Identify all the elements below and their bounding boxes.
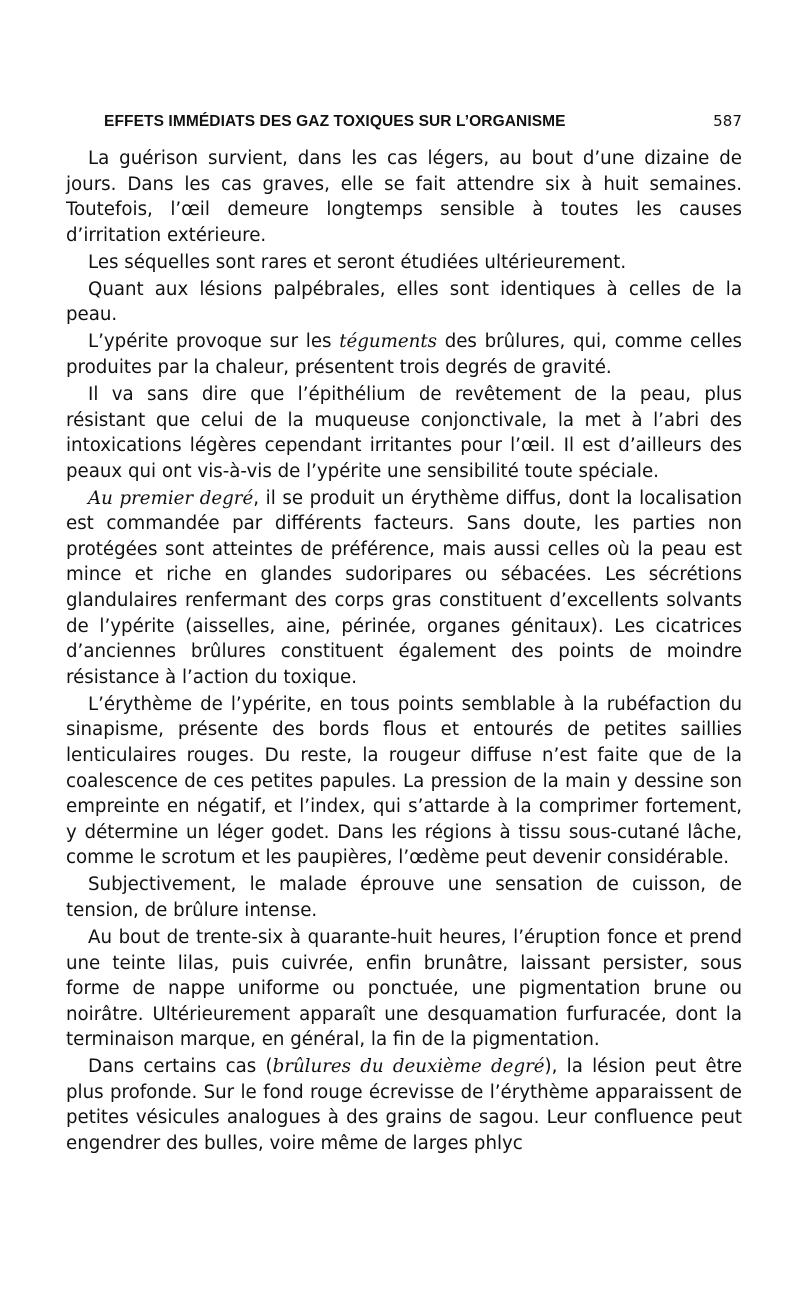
page-number: 587: [713, 112, 742, 130]
text-run: ), la lésion peut être plus profonde. Sur le fond rouge écrevisse de l’érythème apparaissent de petites vésicules analogues à des grains de sagou. Leur confluence peut engendrer des bulles, voire même de larges phlyc: [66, 1056, 743, 1155]
text-run: L’ypérite provoque sur les: [88, 331, 340, 353]
paragraph-first-degree: [66, 486, 742, 691]
text-run: Dans certains cas (: [88, 1056, 273, 1078]
running-header: [66, 112, 742, 140]
paragraph-teguments: [66, 329, 742, 380]
running-title: EFFETS IMMÉDIATS DES GAZ TOXIQUES SUR L’ORGANISME: [104, 113, 566, 130]
text-run: , il se produit un érythème diffus, dont la localisation est commandée par différents facteurs. Sans doute, les parties non protégées sont atteintes de préférence, mais aussi celles où la peau est mince et riche en glandes sudoripares ou sébacées. Les sécrétions glandulaires renfermant des corps gras constituent d’excellents solvants de l’ypérite (aisselles, aine, périnée, organes génitaux). Les cicatrices d’anciennes brûlures constituent également des points de moindre résistance à l’action du toxique.: [66, 487, 742, 688]
italic-term: téguments: [339, 331, 437, 353]
paragraph-healing: La guérison survient, dans les cas légers, au bout d’une dizaine de jours. Dans les cas graves, elle se fait attendre six à huit semaines. Toutefois, l’œil demeure longtemps sensible à toutes les causes d’irritation extérieure.: [66, 148, 742, 246]
paragraph-eruption: Au bout de trente-six à quarante-huit heures, l’éruption fonce et prend une teinte lilas, puis cuivrée, enfin brunâtre, laissant persister, sous forme de nappe uniforme ou ponctuée, une pigmentation brune ou noirâtre. Ultérieurement apparaît une desquamation furfuracée, dont la terminaison marque, en général, la fin de la pigmentation.: [66, 926, 742, 1051]
paragraph-subjective: Subjectivement, le malade éprouve une sensation de cuisson, de tension, de brûlure intense.: [66, 874, 742, 921]
book-page: [66, 112, 742, 1158]
italic-term: brûlures du deuxième degré: [272, 1056, 545, 1078]
text-run: des brûlures, qui, comme celles produites par la chaleur, présentent trois degrés de gravité.: [66, 331, 742, 378]
paragraph-epithelium: Il va sans dire que l’épithélium de revêtement de la peau, plus résistant que celui de la muqueuse conjonctivale, la met à l’abri des intoxications légères cependant irritantes pour l’œil. Il est d’ailleurs des peaux qui ont vis-à-vis de l’ypérite une sensibilité toute spéciale.: [66, 383, 742, 482]
paragraph-sequelae: Les séquelles sont rares et seront étudiées ultérieurement.: [88, 251, 627, 273]
italic-term: Au premier degré: [88, 487, 254, 509]
paragraph-palpebral: Quant aux lésions palpébrales, elles sont identiques à celles de la peau.: [66, 278, 742, 326]
paragraph-second-degree: [66, 1054, 742, 1156]
paragraph-erythema: L’érythème de l’ypérite, en tous points semblable à la rubéfaction du sinapisme, présente des bords flous et entourés de petites saillies lenticulaires rouges. Du reste, la rougeur diffuse n’est faite que de la coalescence de ces petites papules. La pression de la main y dessine son empreinte en négatif, et l’index, qui s’attarde à la comprimer fortement, y détermine un léger godet. Dans les régions à tissu sous-cutané lâche, comme le scrotum et les paupières, l’œdème peut devenir considérable.: [66, 693, 742, 869]
body-text: [66, 146, 742, 1157]
